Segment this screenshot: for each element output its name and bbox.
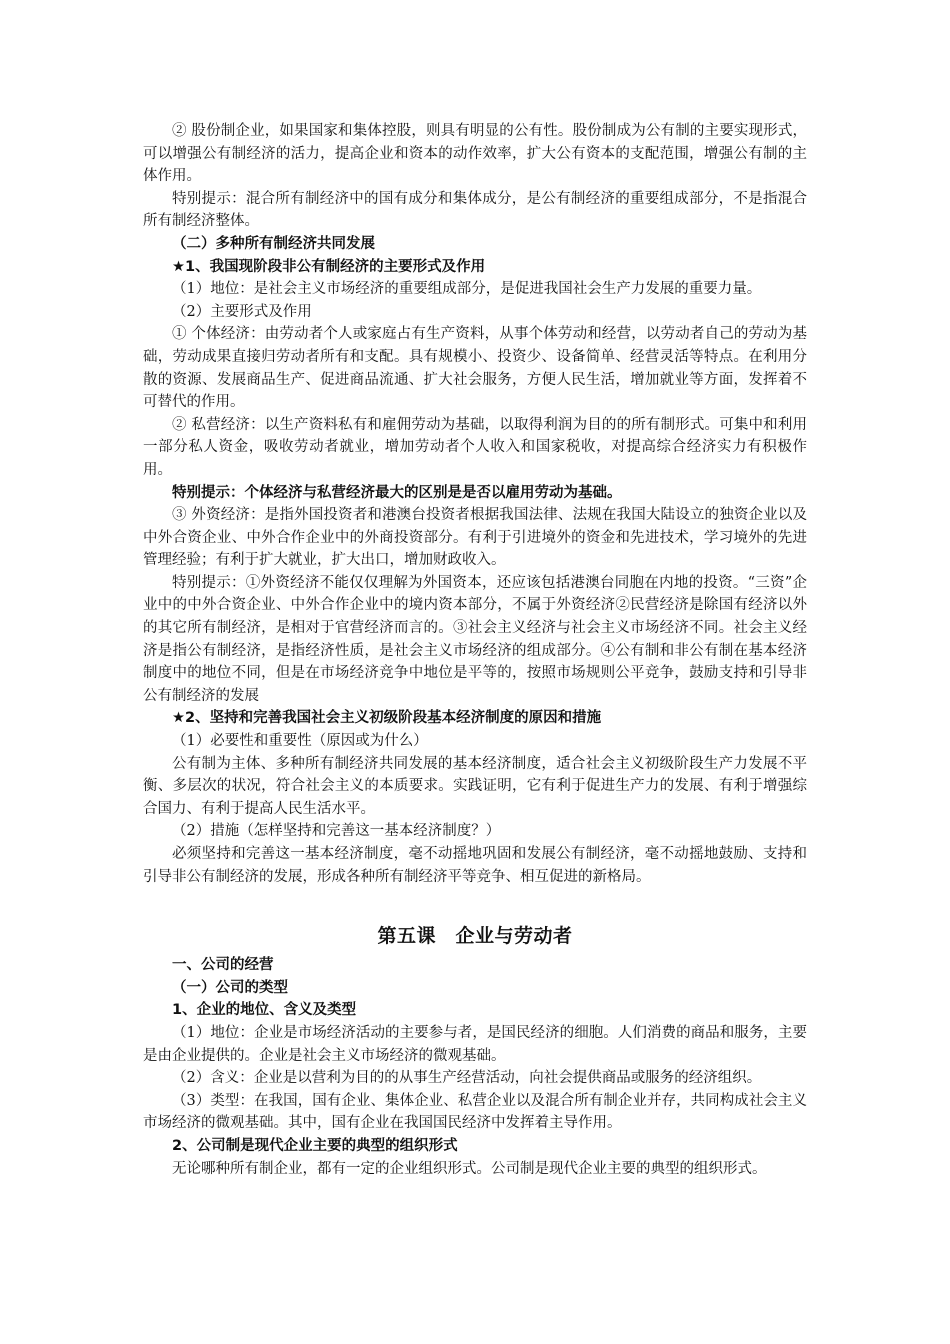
paragraph-individual-economy: ① 个体经济：由劳动者个人或家庭占有生产资料，从事个体劳动和经营，以劳动者自己的劳动为基础，劳动成果直接归劳动者所有和支配。具有规模小、投资少、设备简单、经营灵活等特点。在利用分散的资源、发展商品生产、促进商品流通、扩大社会服务，方便人民生活，增加就业等方面，发挥着不可替代的作用。 — [143, 326, 807, 411]
paragraph-enterprise-types: （3）类型：在我国，国有企业、集体企业、私营企业以及混合所有制企业并存，共同构成社会主义市场经济的微观基础。其中，国有企业在我国国民经济中发挥着主导作用。 — [143, 1092, 807, 1132]
paragraph-special-note-foreign: 特别提示：①外资经济不能仅仅理解为外国资本，还应该包括港澳台同胞在内地的投资。“三资”企业中的中外合资企业、中外合作企业中的境内资本部分，不属于外资经济②民营经济是除国有经济以外的其它所有制经济，是相对于官营经济而言的。③社会主义经济与社会主义市场经济不同。社会主义经济是指公有制经济，是指经济性质，是社会主义市场经济的组成部分。④公有制和非公有制在基本经济制度中的地位不同，但是在市场经济竞争中地位是平等的，按照市场规则公平竞争，鼓励支持和引导非公有制经济的发展 — [143, 574, 807, 704]
lesson-title: 第五课 企业与劳动者 — [377, 925, 573, 948]
heading-company-types: （一）公司的类型 — [172, 979, 288, 996]
paragraph-status: （1）地位：是社会主义市场经济的重要组成部分，是促进我国社会生产力发展的重要力量。 — [172, 281, 762, 298]
paragraph-public-ownership: 公有制为主体、多种所有制经济共同发展的基本经济制度，适合社会主义初级阶段生产力发展不平衡、多层次的状况，符合社会主义的本质要求。实践证明，它有利于促进生产力的发展、有利于增强综合国力、有利于提高人民生活水平。 — [143, 755, 807, 817]
heading-company-system: 2、公司制是现代企业主要的典型的组织形式 — [172, 1137, 458, 1154]
heading-multiple-ownership: （二）多种所有制经济共同发展 — [172, 235, 375, 252]
paragraph-company-system: 无论哪种所有制企业，都有一定的企业组织形式。公司制是现代企业主要的典型的组织形式。 — [172, 1160, 767, 1177]
paragraph-main-forms: （2）主要形式及作用 — [172, 303, 312, 320]
paragraph-enterprise-status: （1）地位：企业是市场经济活动的主要参与者，是国民经济的细胞。人们消费的商品和服务，主要是由企业提供的。企业是社会主义市场经济的微观基础。 — [143, 1024, 807, 1064]
paragraph-foreign-economy: ③ 外资经济：是指外国投资者和港澳台投资者根据我国法律、法规在我国大陆设立的独资企业以及中外合资企业、中外合作企业中的外商投资部分。有利于引进境外的资金和先进技术，学习境外的先进管理经验；有利于扩大就业，扩大出口，增加财政收入。 — [143, 507, 807, 569]
paragraph-necessity: （1）必要性和重要性（原因或为什么） — [172, 733, 428, 750]
paragraph-enterprise-meaning: （2）含义：企业是以营利为目的的从事生产经营活动，向社会提供商品或服务的经济组织。 — [172, 1070, 762, 1087]
paragraph-private-economy: ② 私营经济：以生产资料私有和雇佣劳动为基础，以取得利润为目的的所有制形式。可集中和利用一部分私人资金，吸收劳动者就业，增加劳动者个人收入和国家税收，对提高综合经济实力有积极作用。 — [143, 416, 807, 478]
paragraph-must-adhere: 必须坚持和完善这一基本经济制度，毫不动摇地巩固和发展公有制经济，毫不动摇地鼓励、支持和引导非公有制经济的发展，形成各种所有制经济平等竞争、相互促进的新格局。 — [143, 846, 807, 885]
heading-non-public-forms: ★1、我国现阶段非公有制经济的主要形式及作用 — [172, 258, 486, 275]
heading-special-note-difference: 特别提示：个体经济与私营经济最大的区别是是否以雇用劳动为基础。 — [172, 484, 622, 501]
paragraph-measures: （2）措施（怎样坚持和完善这一基本经济制度？） — [172, 823, 501, 840]
heading-company-operation: 一、公司的经营 — [172, 957, 274, 974]
paragraph-joint-stock: ② 股份制企业，如果国家和集体控股，则具有明显的公有性。股份制成为公有制的主要实现形式，可以增强公有制经济的活力，提高企业和资本的动作效率，扩大公有资本的支配范围，增强公有制的主体作用。 — [143, 123, 807, 185]
heading-enterprise-status: 1、企业的地位、含义及类型 — [172, 1002, 357, 1019]
heading-basic-system: ★2、坚持和完善我国社会主义初级阶段基本经济制度的原因和措施 — [172, 710, 602, 727]
paragraph-special-note-mixed: 特别提示：混合所有制经济中的国有成分和集体成分，是公有制经济的重要组成部分，不是指混合所有制经济整体。 — [143, 190, 807, 230]
